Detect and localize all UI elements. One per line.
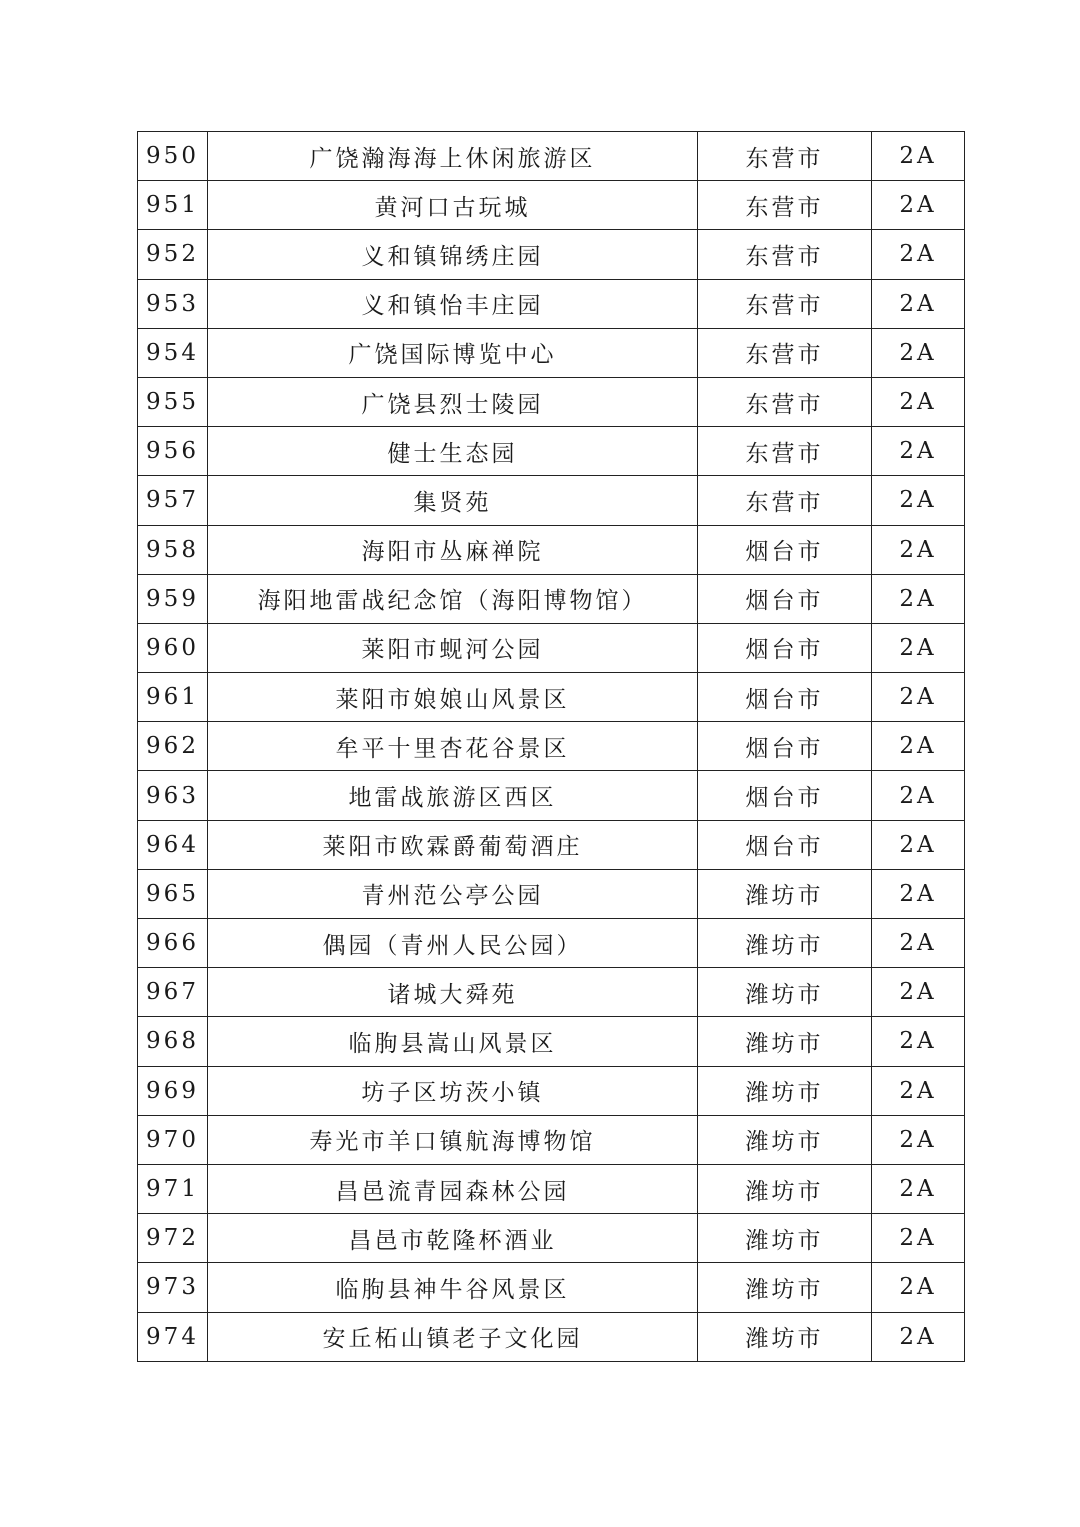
table-row (138, 722, 965, 771)
level-cell: 2A (872, 230, 965, 279)
level-cell: 2A (872, 1017, 965, 1066)
scenic-spot-name-cell: 牟平十里杏花谷景区 (208, 722, 698, 771)
table-row (138, 230, 965, 279)
city-cell: 烟台市 (698, 722, 872, 771)
city-cell: 潍坊市 (698, 1115, 872, 1164)
row-number-cell: 972 (138, 1214, 208, 1263)
level-cell: 2A (872, 476, 965, 525)
table-row (138, 328, 965, 377)
level-cell: 2A (872, 820, 965, 869)
scenic-spot-name-cell: 义和镇锦绣庄园 (208, 230, 698, 279)
scenic-spot-name-cell: 莱阳市娘娘山风景区 (208, 673, 698, 722)
city-cell: 东营市 (698, 279, 872, 328)
table-row (138, 968, 965, 1017)
scenic-spot-name-cell: 海阳市丛麻禅院 (208, 525, 698, 574)
city-cell: 烟台市 (698, 771, 872, 820)
row-number-cell: 960 (138, 623, 208, 672)
level-cell: 2A (872, 623, 965, 672)
row-number-cell: 974 (138, 1312, 208, 1361)
row-number-cell: 967 (138, 968, 208, 1017)
scenic-spot-name-cell: 义和镇怡丰庄园 (208, 279, 698, 328)
table-row (138, 427, 965, 476)
level-cell: 2A (872, 1066, 965, 1115)
city-cell: 东营市 (698, 476, 872, 525)
level-cell: 2A (872, 968, 965, 1017)
scenic-spot-name-cell: 诸城大舜苑 (208, 968, 698, 1017)
row-number-cell: 965 (138, 869, 208, 918)
city-cell: 潍坊市 (698, 1263, 872, 1312)
row-number-cell: 959 (138, 574, 208, 623)
scenic-spot-name-cell: 黄河口古玩城 (208, 181, 698, 230)
scenic-spot-name-cell: 海阳地雷战纪念馆（海阳博物馆） (208, 574, 698, 623)
level-cell: 2A (872, 771, 965, 820)
table-row (138, 771, 965, 820)
city-cell: 东营市 (698, 427, 872, 476)
row-number-cell: 956 (138, 427, 208, 476)
level-cell: 2A (872, 869, 965, 918)
table-row (138, 919, 965, 968)
scenic-spot-name-cell: 健士生态园 (208, 427, 698, 476)
row-number-cell: 971 (138, 1164, 208, 1213)
row-number-cell: 955 (138, 377, 208, 426)
scenic-spot-table (137, 131, 965, 1362)
scenic-spot-name-cell: 昌邑市乾隆杯酒业 (208, 1214, 698, 1263)
row-number-cell: 951 (138, 181, 208, 230)
level-cell: 2A (872, 1312, 965, 1361)
row-number-cell: 958 (138, 525, 208, 574)
city-cell: 潍坊市 (698, 1017, 872, 1066)
row-number-cell: 963 (138, 771, 208, 820)
city-cell: 烟台市 (698, 820, 872, 869)
level-cell: 2A (872, 722, 965, 771)
city-cell: 烟台市 (698, 673, 872, 722)
table-row (138, 673, 965, 722)
level-cell: 2A (872, 1115, 965, 1164)
scenic-spot-name-cell: 莱阳市欧霖爵葡萄酒庄 (208, 820, 698, 869)
scenic-spot-name-cell: 广饶县烈士陵园 (208, 377, 698, 426)
city-cell: 东营市 (698, 181, 872, 230)
row-number-cell: 969 (138, 1066, 208, 1115)
row-number-cell: 953 (138, 279, 208, 328)
table-row (138, 623, 965, 672)
city-cell: 东营市 (698, 377, 872, 426)
table-body (138, 132, 965, 1362)
row-number-cell: 957 (138, 476, 208, 525)
city-cell: 潍坊市 (698, 1214, 872, 1263)
scenic-spot-name-cell: 临朐县嵩山风景区 (208, 1017, 698, 1066)
city-cell: 潍坊市 (698, 968, 872, 1017)
city-cell: 烟台市 (698, 574, 872, 623)
table-row (138, 279, 965, 328)
level-cell: 2A (872, 328, 965, 377)
city-cell: 东营市 (698, 328, 872, 377)
level-cell: 2A (872, 181, 965, 230)
level-cell: 2A (872, 673, 965, 722)
city-cell: 潍坊市 (698, 1312, 872, 1361)
row-number-cell: 961 (138, 673, 208, 722)
city-cell: 潍坊市 (698, 1164, 872, 1213)
row-number-cell: 962 (138, 722, 208, 771)
row-number-cell: 950 (138, 132, 208, 181)
row-number-cell: 966 (138, 919, 208, 968)
city-cell: 潍坊市 (698, 1066, 872, 1115)
scenic-spot-name-cell: 坊子区坊茨小镇 (208, 1066, 698, 1115)
scenic-spot-name-cell: 安丘柘山镇老子文化园 (208, 1312, 698, 1361)
table-row (138, 1263, 965, 1312)
scenic-spot-name-cell: 偶园（青州人民公园） (208, 919, 698, 968)
table-row (138, 1214, 965, 1263)
row-number-cell: 954 (138, 328, 208, 377)
row-number-cell: 968 (138, 1017, 208, 1066)
scenic-spot-name-cell: 广饶瀚海海上休闲旅游区 (208, 132, 698, 181)
city-cell: 烟台市 (698, 623, 872, 672)
scenic-spot-name-cell: 临朐县神牛谷风景区 (208, 1263, 698, 1312)
table-row (138, 574, 965, 623)
level-cell: 2A (872, 1263, 965, 1312)
row-number-cell: 970 (138, 1115, 208, 1164)
city-cell: 烟台市 (698, 525, 872, 574)
city-cell: 东营市 (698, 132, 872, 181)
table-row (138, 1066, 965, 1115)
level-cell: 2A (872, 919, 965, 968)
table-row (138, 1017, 965, 1066)
scenic-spot-name-cell: 寿光市羊口镇航海博物馆 (208, 1115, 698, 1164)
table-row (138, 476, 965, 525)
city-cell: 潍坊市 (698, 919, 872, 968)
scenic-spot-name-cell: 昌邑流青园森林公园 (208, 1164, 698, 1213)
row-number-cell: 973 (138, 1263, 208, 1312)
level-cell: 2A (872, 1164, 965, 1213)
table-row (138, 869, 965, 918)
table-row (138, 1312, 965, 1361)
level-cell: 2A (872, 427, 965, 476)
table-row (138, 181, 965, 230)
scenic-spot-name-cell: 集贤苑 (208, 476, 698, 525)
scenic-spot-name-cell: 地雷战旅游区西区 (208, 771, 698, 820)
table-row (138, 132, 965, 181)
scenic-spot-name-cell: 广饶国际博览中心 (208, 328, 698, 377)
table-row (138, 1115, 965, 1164)
table-row (138, 1164, 965, 1213)
level-cell: 2A (872, 525, 965, 574)
city-cell: 潍坊市 (698, 869, 872, 918)
row-number-cell: 952 (138, 230, 208, 279)
row-number-cell: 964 (138, 820, 208, 869)
scenic-spot-name-cell: 青州范公亭公园 (208, 869, 698, 918)
level-cell: 2A (872, 574, 965, 623)
city-cell: 东营市 (698, 230, 872, 279)
level-cell: 2A (872, 1214, 965, 1263)
level-cell: 2A (872, 279, 965, 328)
level-cell: 2A (872, 377, 965, 426)
level-cell: 2A (872, 132, 965, 181)
table-row (138, 377, 965, 426)
table-row (138, 525, 965, 574)
scenic-spot-name-cell: 莱阳市蚬河公园 (208, 623, 698, 672)
table-row (138, 820, 965, 869)
